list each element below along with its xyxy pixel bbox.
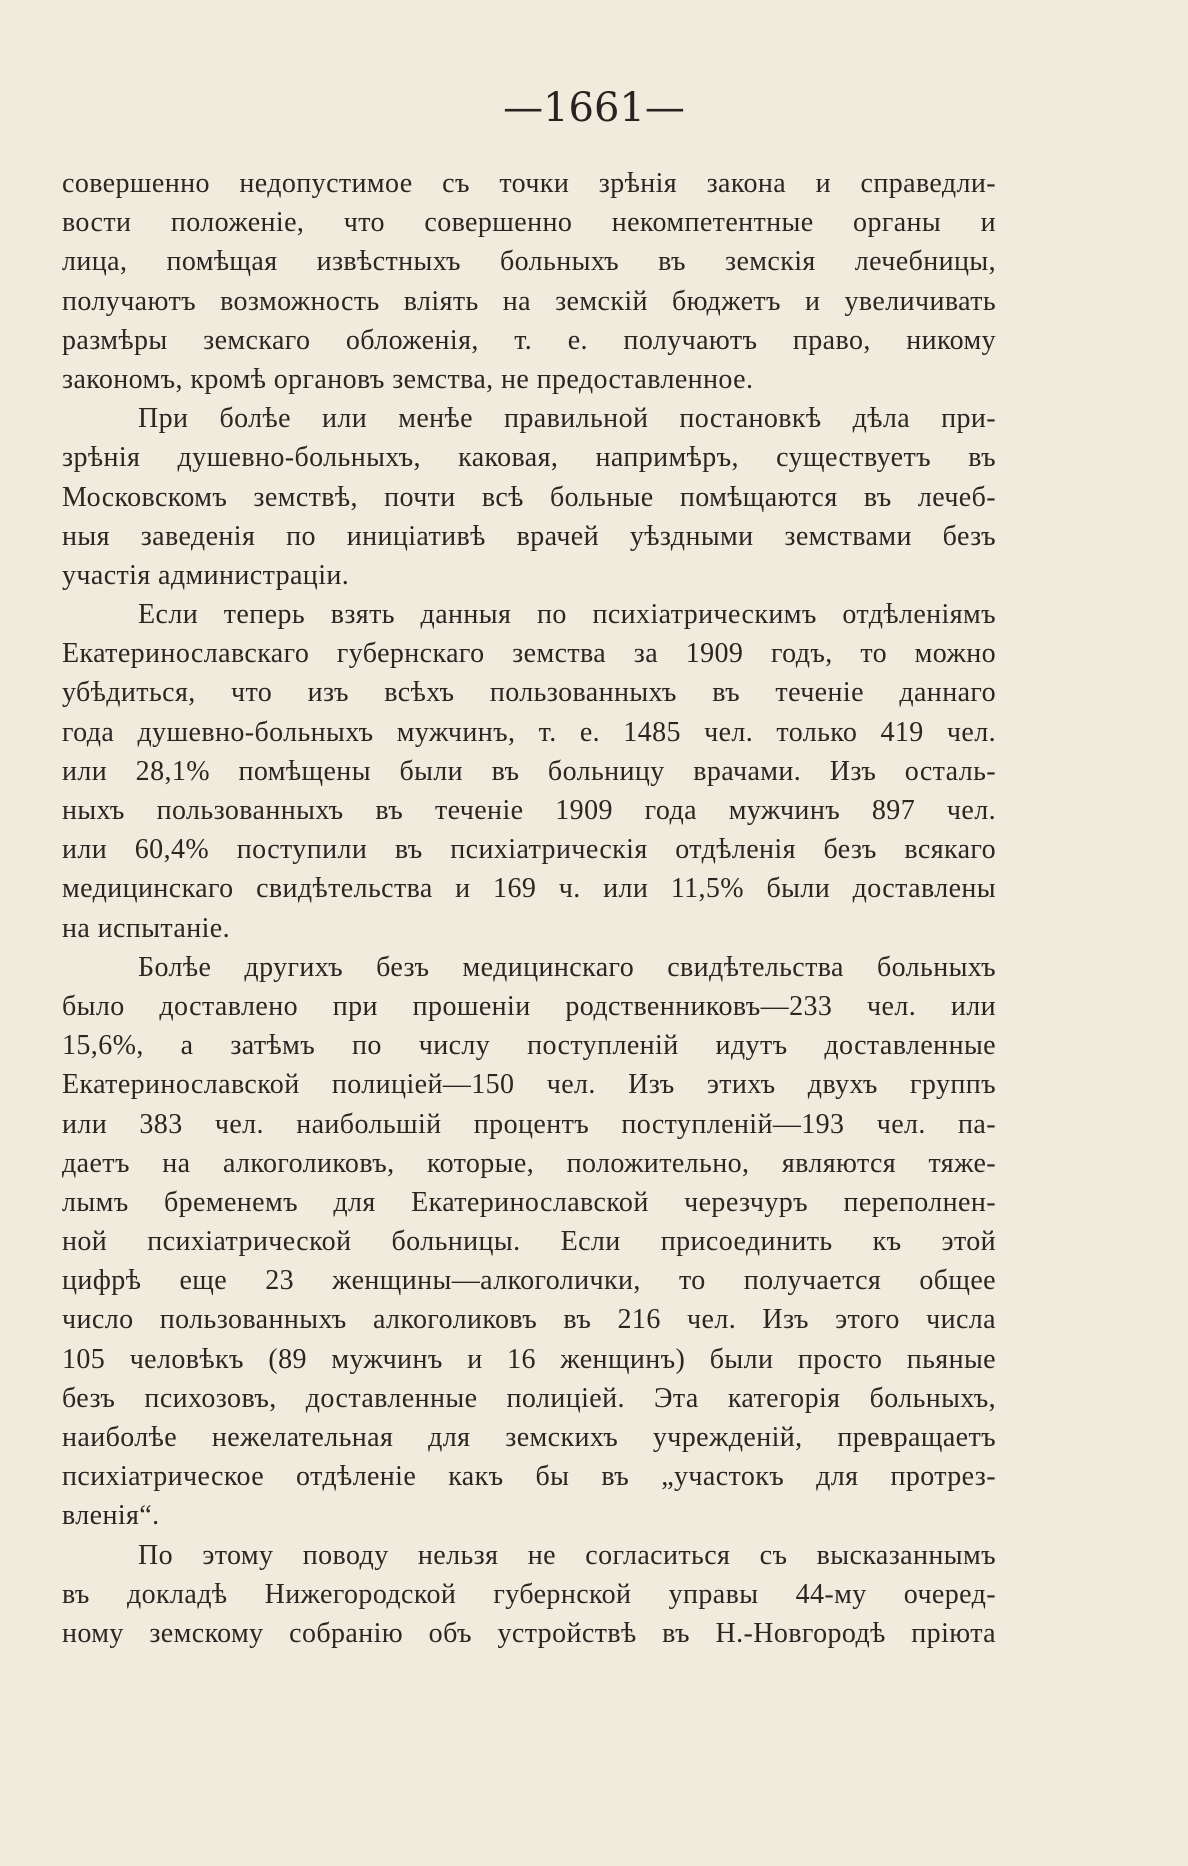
text-line: цифрѣ еще 23 женщины—алкоголички, то получается общее xyxy=(62,1265,996,1297)
text-line: вленія“. xyxy=(62,1500,160,1532)
text-line: совершенно недопустимое съ точки зрѣнія закона и справедли- xyxy=(62,168,996,199)
text-line: ному земскому собранію объ устройствѣ въ Н.-Новгородѣ пріюта xyxy=(62,1617,996,1649)
text-line: 15,6%, а затѣмъ по числу поступленій идутъ доставленные xyxy=(62,1030,996,1062)
text-line: При болѣе или менѣе правильной постановкѣ дѣла при- xyxy=(138,403,996,435)
text-line: участія администраціи. xyxy=(62,559,350,591)
text-line: получаютъ возможность вліять на земскій бюджетъ и увеличивать xyxy=(62,285,996,317)
text-line: Если теперь взять данныя по психіатрическимъ отдѣленіямъ xyxy=(138,599,996,631)
text-line: на испытаніе. xyxy=(62,912,231,944)
text-line: лица, помѣщая извѣстныхъ больныхъ въ земскія лечебницы, xyxy=(62,246,996,278)
text-line: или 60,4% поступили въ психіатрическія отдѣленія безъ всякаго xyxy=(62,834,996,866)
text-line: лымъ бременемъ для Екатеринославской черезчуръ переполнен- xyxy=(62,1186,996,1218)
text-line: убѣдиться, что изъ всѣхъ пользованныхъ въ теченіе даннаго xyxy=(62,677,996,709)
text-line: наиболѣе нежелательная для земскихъ учрежденій, превращаетъ xyxy=(62,1422,996,1453)
text-line: Болѣе другихъ безъ медицинскаго свидѣтельства больныхъ xyxy=(138,951,996,983)
text-line: или 383 чел. наибольшій процентъ поступленій—193 чел. па- xyxy=(62,1108,996,1140)
text-line: ныя заведенія по иниціативѣ врачей уѣздными земствами безъ xyxy=(62,520,996,552)
paragraph-3 xyxy=(62,595,996,948)
text-line: въ докладѣ Нижегородской губернской управы 44-му очеред- xyxy=(62,1578,996,1610)
text-line: Екатеринославской полиціей—150 чел. Изъ этихъ двухъ группъ xyxy=(62,1069,996,1101)
text-line: безъ психозовъ, доставленные полиціей. Эта категорія больныхъ, xyxy=(62,1382,996,1414)
text-line: размѣры земскаго обложенія, т. е. получаютъ право, никому xyxy=(62,324,996,356)
text-line: Екатеринославскаго губернскаго земства за 1909 годъ, то можно xyxy=(62,638,996,670)
text-line: или 28,1% помѣщены были въ больницу врачами. Изъ осталь- xyxy=(62,755,996,787)
text-line: было доставлено при прошеніи родственниковъ—233 чел. или xyxy=(62,990,996,1022)
body-text xyxy=(62,164,996,1653)
text-line: 105 человѣкъ (89 мужчинъ и 16 женщинъ) были просто пьяные xyxy=(62,1343,996,1375)
text-line: ной психіатрической больницы. Если присоединить къ этой xyxy=(62,1226,996,1258)
text-line: зрѣнія душевно-больныхъ, каковая, напримѣръ, существуетъ въ xyxy=(62,442,996,474)
paragraph-5 xyxy=(62,1536,996,1654)
page-number: —1661— xyxy=(503,85,685,131)
paragraph-1 xyxy=(62,164,996,399)
text-line: Московскомъ земствѣ, почти всѣ больные помѣщаются въ лечеб- xyxy=(62,481,996,513)
text-line: вости положеніе, что совершенно некомпетентные органы и xyxy=(62,207,996,239)
text-line: ныхъ пользованныхъ въ теченіе 1909 года мужчинъ 897 чел. xyxy=(62,795,996,826)
text-line: даетъ на алкоголиковъ, которые, положительно, являются тяже- xyxy=(62,1147,996,1179)
paragraph-4 xyxy=(62,948,996,1536)
text-line: закономъ, кромѣ органовъ земства, не предоставленное. xyxy=(62,363,754,395)
text-line: психіатрическое отдѣленіе какъ бы въ „участокъ для протрез- xyxy=(62,1461,996,1493)
text-line: года душевно-больныхъ мужчинъ, т. е. 1485 чел. только 419 чел. xyxy=(62,716,996,748)
text-line: По этому поводу нельзя не согласиться съ высказаннымъ xyxy=(138,1539,996,1571)
text-line: число пользованныхъ алкоголиковъ въ 216 чел. Изъ этого числа xyxy=(62,1304,996,1336)
paragraph-2 xyxy=(62,399,996,595)
text-line: медицинскаго свидѣтельства и 169 ч. или 11,5% были доставлены xyxy=(62,873,996,905)
